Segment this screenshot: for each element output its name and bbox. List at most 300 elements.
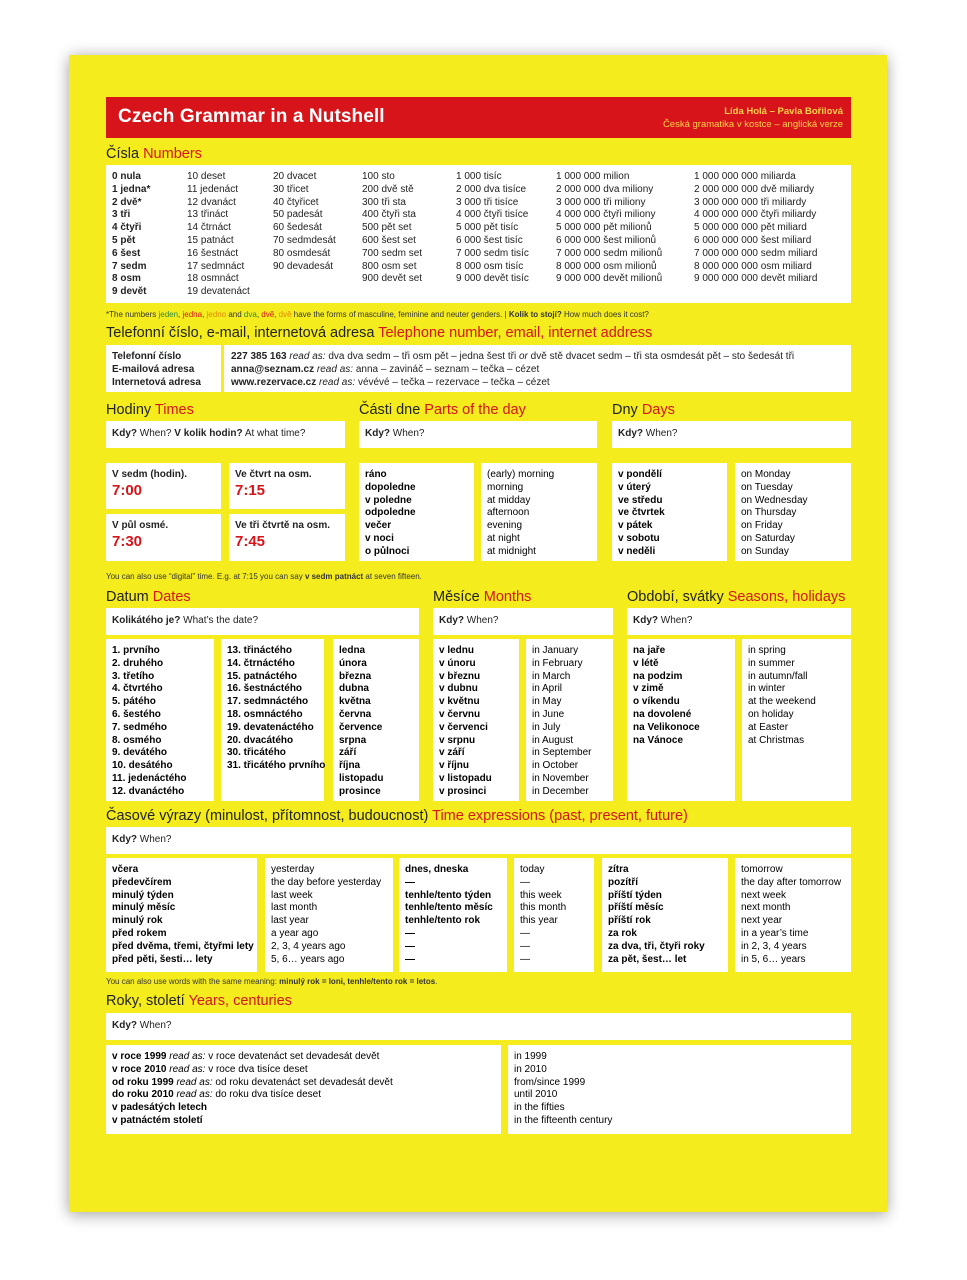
list-item: at night [487, 532, 520, 544]
list-item: včera [112, 864, 139, 875]
list-item: 4 000 000 čtyři miliony [556, 209, 656, 221]
list-item: in 2010 [514, 1063, 547, 1075]
list-item: next year [741, 915, 783, 927]
list-item: on holiday [748, 708, 794, 720]
list-item: — [520, 953, 530, 965]
authors: Lída Holá – Pavla Bořilová [724, 106, 843, 117]
list-item: on Thursday [741, 507, 797, 519]
list-item: 90 devadesát [273, 260, 334, 272]
list-item: 3 000 000 000 tři miliardy [694, 196, 807, 208]
list-item: 5, 6… years ago [271, 953, 345, 965]
list-item: 100 sto [362, 171, 395, 182]
list-item: — [520, 940, 530, 952]
list-item: před dvěma, třemi, čtyřmi lety [112, 940, 254, 952]
dates-row [106, 589, 851, 802]
list-item: — [405, 876, 415, 888]
list-item: v květnu [439, 696, 480, 708]
list-item: v červnu [439, 708, 481, 720]
list-item: příští měsíc [608, 902, 664, 914]
list-item: at midday [487, 494, 531, 506]
list-item: 1 000 000 000 miliarda [694, 171, 796, 182]
list-item: tomorrow [741, 864, 783, 875]
seasons-section [627, 589, 851, 746]
list-item: 9. devátého [112, 747, 168, 759]
times-question: Kdy? When? V kolik hodin? At what time? [106, 421, 345, 448]
list-item: 13. třináctého [227, 645, 293, 656]
list-item: 4 čtyři [112, 222, 142, 234]
list-item: března [339, 670, 372, 682]
list-item: 17 sedmnáct [187, 260, 245, 272]
poster-content [106, 97, 851, 1134]
list-item: on Saturday [741, 532, 795, 544]
list-item: 12 dvanáct [187, 196, 236, 208]
dates-section [106, 589, 419, 797]
list-item: v pátek [618, 520, 653, 532]
list-item: dopoledne [365, 481, 416, 493]
list-item: v srpnu [439, 734, 476, 746]
list-item: o víkendu [633, 696, 680, 708]
day-parts-section [359, 402, 597, 557]
list-item: 13 třináct [187, 209, 229, 221]
time-card: V půl osmé. 7:30 [106, 514, 221, 561]
list-item: 6 000 000 šest milionů [556, 234, 657, 246]
present-cz [399, 858, 507, 972]
list-item: 4 000 čtyři tisíce [456, 209, 529, 221]
list-item: v sobotu [618, 532, 660, 544]
list-item: prosince [339, 785, 381, 797]
list-item: pozítří [608, 876, 638, 888]
list-item: in October [532, 760, 579, 772]
list-item: afternoon [487, 507, 530, 519]
list-item: 6 000 šest tisíc [456, 234, 523, 246]
list-item: v padesátých letech [112, 1102, 208, 1114]
list-item: za rok [608, 927, 637, 939]
seasons-heading: Období, svátky Seasons, holidays [627, 589, 846, 605]
banner-subtitle: Česká gramatika v kostce – anglická verze [662, 119, 843, 130]
list-item: 16 šestnáct [187, 247, 239, 259]
list-item: v listopadu [439, 772, 492, 784]
list-item: za pět, šest… let [608, 953, 687, 965]
list-item: večer [365, 520, 392, 532]
list-item: 10. desátého [112, 760, 173, 772]
list-item: on Wednesday [741, 494, 808, 506]
list-item: next month [741, 902, 791, 914]
list-item: 8 000 000 osm milionů [556, 260, 657, 272]
list-item: 3 tři [112, 209, 131, 221]
list-item: 16. šestnáctého [227, 683, 303, 695]
list-item: 8 osm [112, 273, 141, 285]
list-item: 17. sedmnáctého [227, 696, 309, 708]
list-item: the day before yesterday [271, 876, 382, 888]
list-item: in 2, 3, 4 years [741, 940, 807, 952]
title-banner [106, 97, 851, 138]
days-section [612, 402, 851, 557]
list-item: 1 000 000 milion [556, 171, 630, 182]
list-item: 4 000 000 000 čtyři miliardy [694, 209, 817, 221]
list-item: 7 000 000 sedm milionů [556, 247, 663, 259]
list-item: ledna [339, 645, 366, 656]
present-en [514, 858, 594, 972]
list-item: v prosinci [439, 785, 487, 797]
dates-col-2 [221, 639, 324, 801]
list-item: v březnu [439, 670, 481, 682]
list-item: 2. druhého [112, 657, 164, 669]
list-item: do roku 2010 read as: do roku dva tisíce deset [112, 1089, 322, 1101]
list-item: last week [271, 889, 313, 901]
times-heading: Hodiny Times [106, 402, 194, 418]
list-item: 11 jedenáct [187, 183, 238, 195]
list-item: 31. třicátého prvního [227, 760, 326, 772]
years-heading: Roky, století Years, centuries [106, 993, 292, 1009]
list-item: ve středu [618, 494, 663, 506]
list-item: na Velikonoce [633, 721, 700, 733]
list-item: 7 000 000 000 sedm miliard [694, 247, 818, 259]
list-item: před pěti, šesti… lety [112, 953, 213, 965]
numbers-col-tens [273, 171, 362, 299]
list-item: in April [532, 683, 563, 695]
seasons-en [742, 639, 851, 801]
list-item: 5 000 000 000 pět miliard [694, 222, 807, 234]
list-item: v roce 1999 read as: v roce devatenáct set devadesát devět [112, 1051, 380, 1062]
phone-labels: Telefonní číslo E-mailová adresa Internetová adresa [106, 345, 221, 392]
list-item: 400 čtyři sta [362, 209, 416, 221]
list-item: 2 000 dva tisíce [456, 183, 527, 195]
list-item: anna@seznam.cz read as: anna – zavináč – seznam – tečka – cézet [231, 363, 540, 375]
list-item: července [339, 721, 383, 733]
list-item: října [339, 760, 361, 772]
list-item: února [339, 657, 367, 669]
list-item: 227 385 163 read as: dva dva sedm – tři osm pět – jedna šest tři or dvě stě dvacet sedm – tři sta osmdesát pět – sto šedesát tři [231, 351, 795, 362]
list-item: zítra [608, 864, 629, 875]
list-item: until 2010 [514, 1089, 558, 1101]
list-item: in a year’s time [741, 927, 809, 939]
numbers-col-billions [694, 171, 844, 299]
list-item: příští týden [608, 889, 662, 901]
past-en [265, 858, 393, 972]
list-item: minulý rok [112, 915, 163, 927]
dates-col-1 [106, 639, 214, 801]
list-item: 500 pět set [362, 222, 412, 234]
list-item: v lednu [439, 645, 475, 656]
days-heading: Dny Days [612, 402, 675, 418]
months-section [433, 589, 613, 797]
page-title: Czech Grammar in a Nutshell [118, 106, 385, 127]
list-item: this week [520, 889, 562, 901]
list-item: tenhle/tento týden [405, 889, 492, 901]
list-item: this year [520, 915, 558, 927]
list-item: ráno [365, 469, 387, 480]
list-item: 1 000 tisíc [456, 171, 502, 182]
months-question: Kdy? When? [433, 608, 613, 635]
days-question: Kdy? When? [612, 421, 851, 448]
days-en [735, 463, 851, 561]
list-item: 4. čtvrtého [112, 683, 163, 695]
list-item: 6 šest [112, 247, 141, 259]
list-item: minulý měsíc [112, 902, 176, 914]
list-item: 8. osmého [112, 734, 162, 746]
list-item: — [520, 927, 530, 939]
list-item: tenhle/tento rok [405, 915, 481, 927]
list-item: the day after tomorrow [741, 876, 842, 888]
time-expressions-heading: Časové výrazy (minulost, přítomnost, budoucnost) Time expressions (past, present, future) [106, 808, 688, 824]
list-item: listopadu [339, 772, 384, 784]
list-item: 9 000 000 devět milionů [556, 273, 663, 285]
list-item: dubna [339, 683, 369, 695]
list-item: in November [532, 772, 589, 784]
list-item: evening [487, 520, 523, 532]
list-item: 18 osmnáct [187, 273, 239, 285]
list-item: 9 devět [112, 286, 147, 298]
list-item: on Sunday [741, 545, 789, 557]
seasons-question: Kdy? When? [627, 608, 851, 635]
list-item: 15 patnáct [187, 234, 234, 246]
list-item: příští rok [608, 915, 651, 927]
day-parts-en [481, 463, 597, 561]
list-item: — [405, 940, 415, 952]
list-item: 5 000 pět tisíc [456, 222, 519, 234]
list-item: next week [741, 889, 787, 901]
list-item: from/since 1999 [514, 1076, 586, 1088]
list-item: 9 000 000 000 devět miliard [694, 273, 818, 285]
list-item: in July [532, 721, 561, 733]
phone-table [106, 345, 851, 392]
list-item: dnes, dneska [405, 864, 469, 875]
list-item: v roce 2010 read as: v roce dva tisíce deset [112, 1063, 308, 1075]
list-item: 9 000 devět tisíc [456, 273, 529, 285]
day-parts-cz [359, 463, 474, 561]
months-cz [433, 639, 519, 801]
list-item: 8 000 osm tisíc [456, 260, 524, 272]
list-item: září [339, 747, 357, 759]
list-item: in March [532, 670, 571, 682]
list-item: in June [532, 708, 565, 720]
numbers-col-hundreds [362, 171, 456, 299]
time-expressions-table [106, 858, 851, 972]
list-item: 40 čtyřicet [273, 196, 319, 208]
list-item: v červenci [439, 721, 488, 733]
list-item: on Monday [741, 469, 791, 480]
list-item: in the fifties [514, 1102, 565, 1114]
list-item: srpna [339, 734, 367, 746]
years-table [106, 1045, 851, 1134]
list-item: v neděli [618, 545, 656, 557]
years-en [508, 1045, 851, 1134]
list-item: ve čtvrtek [618, 507, 665, 519]
list-item: on Friday [741, 520, 783, 532]
list-item: na Vánoce [633, 734, 684, 746]
months-heading: Měsíce Months [433, 589, 532, 605]
list-item: 700 sedm set [362, 247, 423, 259]
list-item: v létě [633, 657, 659, 669]
list-item: at Christmas [748, 734, 805, 746]
list-item: v zimě [633, 683, 664, 695]
list-item: a year ago [271, 927, 319, 939]
list-item: — [405, 927, 415, 939]
numbers-note: *The numbers jeden, jedna, jedno and dva, dvě, dvě have the forms of masculine, feminine and neuter genders. | Kolik to stojí? How much does it cost? [106, 310, 649, 319]
list-item: v září [439, 747, 465, 759]
list-item: května [339, 696, 371, 708]
list-item: in May [532, 696, 562, 708]
time-expressions-note: You can also use words with the same meaning: minulý rok = loni, tenhle/tento rok = letos. [106, 977, 438, 986]
list-item: 8 000 000 000 osm miliard [694, 260, 812, 272]
list-item: 7 sedm [112, 260, 147, 272]
list-item: odpoledne [365, 507, 416, 519]
list-item: in winter [748, 683, 786, 695]
list-item: na podzim [633, 670, 683, 682]
list-item: 2 dvě* [112, 196, 142, 208]
list-item: v úterý [618, 481, 651, 493]
list-item: last month [271, 902, 318, 914]
list-item: at midnight [487, 545, 536, 557]
dates-heading: Datum Dates [106, 589, 191, 605]
list-item: on Tuesday [741, 481, 793, 493]
months-en [526, 639, 613, 801]
list-item: 2 000 000 000 dvě miliardy [694, 183, 815, 195]
list-item: in autumn/fall [748, 670, 808, 682]
list-item: 2, 3, 4 years ago [271, 940, 346, 952]
list-item: 0 nula [112, 171, 141, 182]
list-item: 11. jedenáctého [112, 772, 187, 784]
list-item: morning [487, 481, 524, 493]
list-item: in February [532, 657, 583, 669]
list-item: 70 sedmdesát [273, 234, 336, 246]
list-item: v pondělí [618, 469, 662, 480]
future-en [735, 858, 851, 972]
list-item: in 1999 [514, 1051, 547, 1062]
list-item: in December [532, 785, 589, 797]
day-parts-heading: Části dne Parts of the day [359, 402, 526, 418]
list-item: v dubnu [439, 683, 478, 695]
list-item: 800 osm set [362, 260, 417, 272]
future-cz [602, 858, 728, 972]
list-item: 30 třicet [273, 183, 309, 195]
list-item: 19 devatenáct [187, 286, 250, 298]
list-item: 3. třetího [112, 670, 155, 682]
list-item: 10 deset [187, 171, 226, 182]
list-item: 3 000 tři tisíce [456, 196, 519, 208]
list-item: v patnáctém století [112, 1114, 203, 1126]
list-item: na dovolené [633, 708, 692, 720]
list-item: 6. šestého [112, 708, 161, 720]
list-item: v únoru [439, 657, 476, 669]
time-card: Ve tři čtvrtě na osm. 7:45 [229, 514, 345, 561]
list-item: in January [532, 645, 579, 656]
phone-values [224, 345, 851, 392]
list-item: yesterday [271, 864, 315, 875]
dates-question: Kolikátého je? What’s the date? [106, 608, 419, 635]
list-item: in August [532, 734, 574, 746]
days-cz [612, 463, 727, 561]
list-item: 5. pátého [112, 696, 156, 708]
time-card: Ve čtvrt na osm. 7:15 [229, 463, 345, 509]
list-item: 900 devět set [362, 273, 423, 285]
list-item: 5 000 000 pět milionů [556, 222, 652, 234]
list-item: 14. čtrnáctého [227, 657, 295, 669]
day-parts-question: Kdy? When? [359, 421, 597, 448]
phone-heading: Telefonní číslo, e-mail, internetová adresa Telephone number, email, internet address [106, 325, 653, 341]
list-item: 14 čtrnáct [187, 222, 231, 234]
list-item: at the weekend [748, 696, 816, 708]
list-item: v poledne [365, 494, 412, 506]
numbers-col-teens [187, 171, 273, 299]
seasons-cz [627, 639, 735, 801]
list-item: 30. třicátého [227, 747, 286, 759]
list-item: in spring [748, 645, 786, 656]
list-item: 600 šest set [362, 234, 416, 246]
list-item: 1 jedna* [112, 183, 151, 195]
list-item: in 5, 6… years [741, 953, 806, 965]
list-item: v noci [365, 532, 394, 544]
list-item: 200 dvě stě [362, 183, 414, 195]
years-question: Kdy? When? [106, 1013, 851, 1040]
list-item: at Easter [748, 721, 789, 733]
list-item: 18. osmnáctého [227, 708, 303, 720]
list-item: od roku 1999 read as: od roku devatenáct set devadesát devět [112, 1076, 393, 1088]
list-item: 1. prvního [112, 645, 160, 656]
list-item: na jaře [633, 645, 666, 656]
list-item: tenhle/tento měsíc [405, 902, 493, 914]
list-item: this month [520, 902, 567, 914]
list-item: (early) morning [487, 469, 555, 480]
list-item: 80 osmdesát [273, 247, 331, 259]
list-item: za dva, tři, čtyři roky [608, 940, 705, 952]
list-item: 2 000 000 dva miliony [556, 183, 654, 195]
numbers-table [106, 165, 851, 303]
numbers-col-millions [556, 171, 694, 299]
list-item: 7 000 sedm tisíc [456, 247, 529, 259]
list-item: 20 dvacet [273, 171, 317, 182]
list-item: last year [271, 915, 309, 927]
poster-sheet [69, 55, 887, 1212]
dates-col-months [333, 639, 419, 801]
list-item: předevčírem [112, 876, 172, 888]
times-row [106, 402, 851, 572]
list-item: 50 padesát [273, 209, 323, 221]
time-expressions-question: Kdy? When? [106, 827, 851, 854]
numbers-col-thousands [456, 171, 556, 299]
past-cz [106, 858, 257, 972]
list-item: 7. sedmého [112, 721, 168, 733]
numbers-heading: Čísla Numbers [106, 146, 202, 162]
times-section [106, 402, 345, 550]
list-item: in September [532, 747, 592, 759]
list-item: 300 tři sta [362, 196, 406, 208]
list-item: 19. devatenáctého [227, 721, 314, 733]
list-item: 12. dvanáctého [112, 785, 185, 797]
list-item: in summer [748, 657, 795, 669]
list-item: today [520, 864, 545, 875]
list-item: 15. patnáctého [227, 670, 298, 682]
list-item: minulý týden [112, 889, 174, 901]
list-item: www.rezervace.cz read as: vévévé – tečka – rezervace – tečka – cézet [231, 376, 550, 388]
times-note: You can also use “digital” time. E.g. at 7:15 you can say v sedm patnáct at seven fifteen. [106, 572, 422, 581]
list-item: o půlnoci [365, 545, 410, 557]
list-item: 60 šedesát [273, 222, 322, 234]
list-item: v říjnu [439, 760, 470, 772]
list-item: 5 pět [112, 234, 136, 246]
list-item: před rokem [112, 927, 167, 939]
list-item: června [339, 708, 372, 720]
list-item: — [520, 876, 530, 888]
time-card: V sedm (hodin). 7:00 [106, 463, 221, 509]
numbers-col-units [112, 171, 187, 299]
list-item: 3 000 000 tři miliony [556, 196, 646, 208]
list-item: in the fifteenth century [514, 1114, 613, 1126]
list-item: — [405, 953, 415, 965]
list-item: 6 000 000 000 šest miliard [694, 234, 812, 246]
years-cz [106, 1045, 501, 1134]
list-item: 20. dvacátého [227, 734, 294, 746]
